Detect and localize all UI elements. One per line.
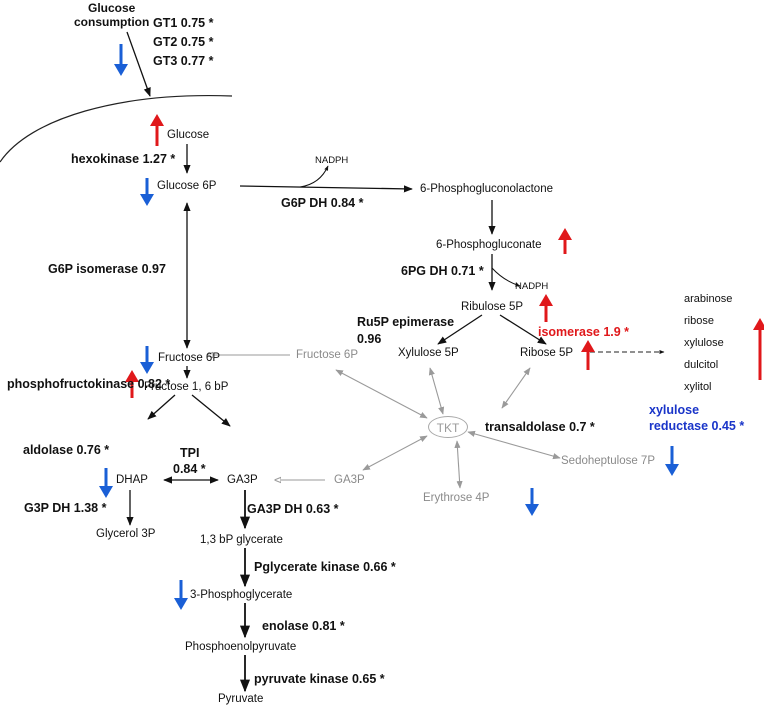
enzyme-g3p-dh: G3P DH 1.38 * bbox=[24, 501, 107, 515]
enzyme-transaldolase: transaldolase 0.7 * bbox=[485, 420, 595, 434]
metabolite-6-phosphogluconolactone: 6-Phosphogluconolactone bbox=[420, 183, 553, 195]
arrow-f16bp-ga3p bbox=[192, 395, 230, 426]
enzyme-xylulose-reductase-value: reductase 0.45 * bbox=[649, 419, 745, 433]
metabolite-sedoheptulose-7p: Sedoheptulose 7P bbox=[561, 455, 655, 467]
enzyme-g6p-isomerase: G6P isomerase 0.97 bbox=[48, 262, 166, 276]
metabolite-dhap: DHAP bbox=[116, 474, 148, 486]
metabolite-ribulose-5p: Ribulose 5P bbox=[461, 301, 524, 313]
enzyme-tpi-value: 0.84 * bbox=[173, 462, 206, 476]
polyol-arabinose: arabinose bbox=[684, 293, 733, 305]
metabolite-ga3p-grey: GA3P bbox=[334, 474, 365, 486]
enzyme-pglycerate-kinase: Pglycerate kinase 0.66 * bbox=[254, 560, 396, 574]
gt2-label: GT2 0.75 * bbox=[153, 35, 214, 49]
metabolite-erythrose-4p: Erythrose 4P bbox=[423, 492, 490, 504]
up-arrow-ribose bbox=[581, 340, 595, 370]
metabolite-nadph-1: NADPH bbox=[315, 155, 349, 166]
metabolite-glucose: Glucose bbox=[167, 129, 210, 141]
uptake-label bbox=[74, 2, 149, 30]
enzyme-tkt: TKT bbox=[428, 416, 468, 438]
tkt-link-sedoheptulose bbox=[468, 432, 560, 458]
tkt-link-xylulose bbox=[430, 368, 443, 414]
polyol-list bbox=[684, 288, 732, 398]
polyol-ribose: ribose bbox=[684, 315, 714, 327]
metabolite-fructose-6p: Fructose 6P bbox=[158, 352, 220, 364]
metabolite-6-phosphogluconate: 6-Phosphogluconate bbox=[436, 239, 542, 251]
enzyme-6pg-dh: 6PG DH 0.71 * bbox=[401, 264, 484, 278]
enzyme-xylulose-reductase: xylulose bbox=[649, 403, 700, 417]
polyol-dulcitol: dulcitol bbox=[684, 359, 719, 371]
enzyme-g6p-dh: G6P DH 0.84 * bbox=[281, 196, 364, 210]
metabolite-pyruvate: Pyruvate bbox=[218, 693, 264, 705]
polyol-xylulose: xylulose bbox=[684, 337, 724, 349]
metabolite-glucose-6p: Glucose 6P bbox=[157, 180, 217, 192]
tkt-link-f6p bbox=[336, 370, 427, 418]
uptake-arrow bbox=[127, 32, 150, 96]
down-arrow-dhap bbox=[99, 468, 113, 498]
metabolite-nadph-2: NADPH bbox=[515, 281, 549, 292]
enzyme-hexokinase: hexokinase 1.27 * bbox=[71, 152, 176, 166]
enzyme-isomerase: isomerase 1.9 * bbox=[538, 325, 630, 339]
up-arrow-gluconate bbox=[558, 228, 572, 254]
enzyme-aldolase: aldolase 0.76 * bbox=[23, 443, 110, 457]
down-arrow-uptake bbox=[114, 44, 128, 76]
uptake-label-line1: Glucose bbox=[87, 1, 136, 15]
uptake-label-line2: consumption bbox=[74, 14, 150, 29]
metabolite-fructose-16bp: Fructose 1, 6 bP bbox=[144, 381, 229, 393]
enzyme-pyruvate-kinase: pyruvate kinase 0.65 * bbox=[254, 672, 385, 686]
down-arrow-sedoheptulose bbox=[665, 446, 679, 476]
enzyme-phosphofructokinase: phosphofructokinase 0.82 * bbox=[7, 377, 171, 391]
metabolite-13bp-glycerate: 1,3 bP glycerate bbox=[200, 534, 283, 546]
metabolite-3-phosphoglycerate: 3-Phosphoglycerate bbox=[190, 589, 293, 601]
enzyme-ru5p-epimerase-value: 0.96 bbox=[357, 332, 382, 346]
metabolite-glycerol-3p: Glycerol 3P bbox=[96, 528, 156, 540]
metabolite-xylulose-5p: Xylulose 5P bbox=[398, 347, 459, 359]
tkt-link-ga3p bbox=[363, 436, 427, 470]
enzyme-ga3p-dh: GA3P DH 0.63 * bbox=[247, 502, 339, 516]
enzyme-ru5p-epimerase: Ru5P epimerase bbox=[357, 315, 455, 329]
polyol-xylitol: xylitol bbox=[684, 381, 712, 393]
down-arrow-f6p bbox=[140, 346, 154, 374]
up-arrow-polyols bbox=[753, 318, 764, 380]
metabolite-fructose-6p-grey: Fructose 6P bbox=[296, 349, 358, 361]
down-arrow-g6p bbox=[140, 178, 154, 206]
tkt-link-erythrose bbox=[457, 441, 460, 488]
gt1-label: GT1 0.75 * bbox=[153, 16, 214, 30]
tkt-link-ribose bbox=[502, 368, 530, 408]
up-arrow-glucose bbox=[150, 114, 164, 146]
metabolite-phosphoenolpyruvate: Phosphoenolpyruvate bbox=[185, 641, 297, 653]
arrow-f16bp-dhap bbox=[148, 395, 175, 419]
down-arrow-3pg bbox=[174, 580, 188, 610]
arrow-g6p-lactone bbox=[240, 186, 412, 189]
metabolite-ga3p: GA3P bbox=[227, 474, 258, 486]
enzyme-enolase: enolase 0.81 * bbox=[262, 619, 345, 633]
enzyme-tpi: TPI bbox=[180, 446, 200, 460]
metabolite-ribose-5p: Ribose 5P bbox=[520, 347, 574, 359]
up-arrow-ribulose bbox=[539, 294, 553, 322]
down-arrow-erythrose bbox=[525, 488, 539, 516]
arrow-nadph-1 bbox=[300, 166, 328, 187]
gt3-label: GT3 0.77 * bbox=[153, 54, 214, 68]
